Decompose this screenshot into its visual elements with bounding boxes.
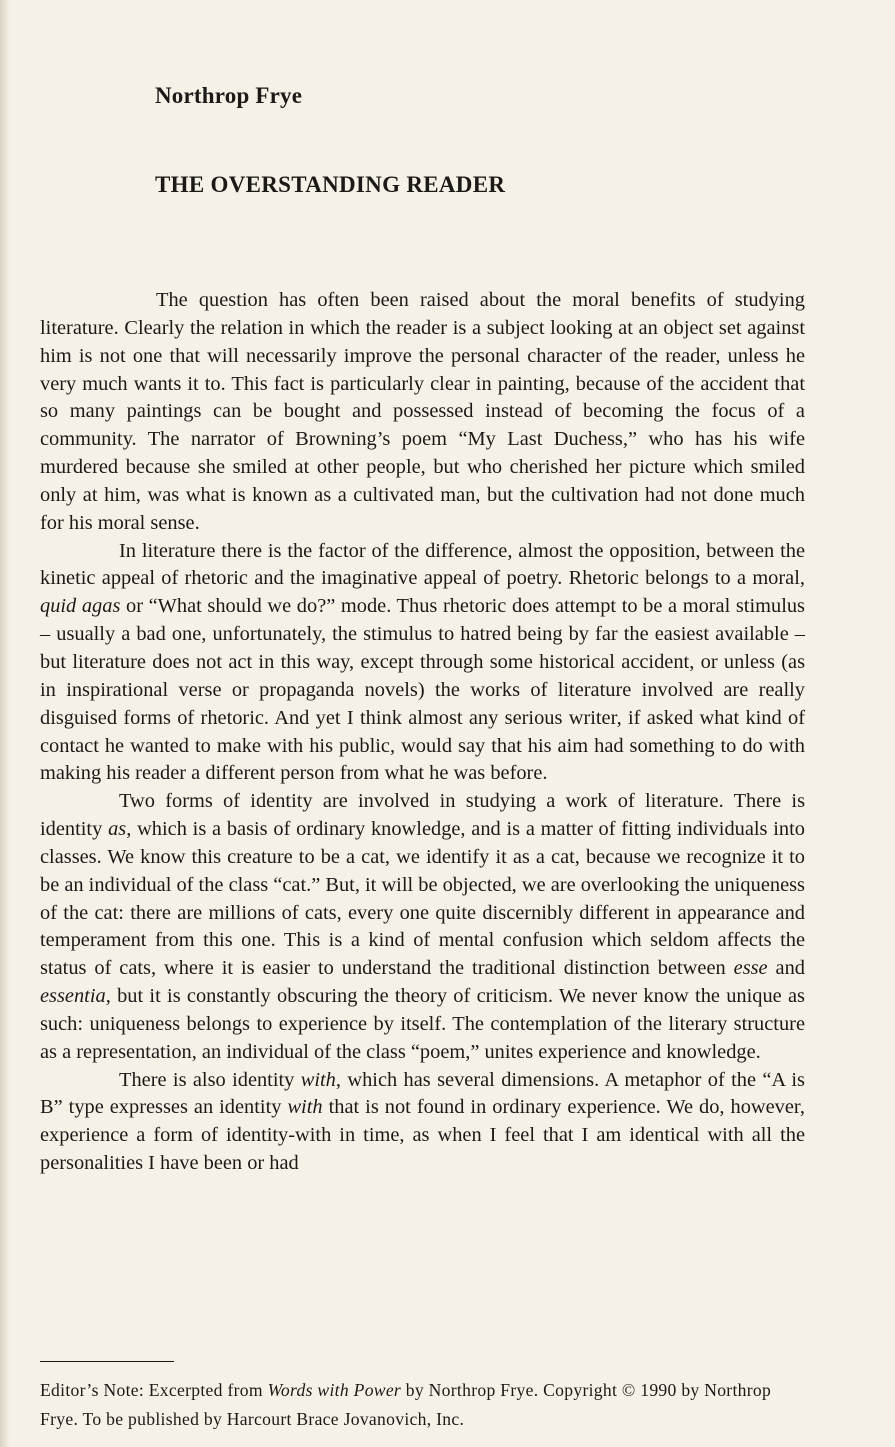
paragraph: [40, 788, 805, 1066]
editor-note: [40, 1376, 805, 1434]
text-run: by Northrop Frye. Copyright © 1990 by Northrop Frye. To be published by Harcourt Brace Jovanovich, Inc.: [40, 1380, 772, 1429]
italic-run: quid agas: [40, 595, 121, 618]
italic-run: as: [108, 818, 127, 841]
text-run: In literature there is the factor of the difference, almost the opposition, between the kinetic appeal of rhetoric and the imaginative appeal of poetry. Rhetoric belongs to a moral,: [40, 539, 805, 590]
italic-run: Words with Power: [267, 1380, 402, 1400]
italic-run: with: [300, 1068, 336, 1091]
paragraph: [40, 287, 805, 538]
footnote-rule: [40, 1361, 174, 1362]
text-run: , but it is constantly obscuring the theory of criticism. We never know the unique as such: uniqueness belongs to experience by itself. The contemplation of the literary structure as a representation, an individual of the class “poem,” unites experience and knowledge.: [40, 985, 805, 1063]
article-body: [40, 287, 805, 1178]
article-title: THE OVERSTANDING READER: [155, 172, 506, 197]
page-edge-shadow: [0, 0, 10, 1447]
text-run: Editor’s Note: Excerpted from: [40, 1380, 268, 1400]
text-run: Two forms of identity are involved in studying a work of literature. There is identity: [40, 790, 805, 841]
text-run: and: [767, 957, 805, 980]
italic-run: esse: [733, 957, 768, 980]
editor-note-text: [40, 1376, 805, 1434]
text-run: The question has often been raised about the moral benefits of studying literature. Clearly the relation in which the reader is a subject looking at an object set against him is not one that will necessarily improve the personal character of the reader, unless he very much wants it to. This fact is particularly clear in painting, because of the accident that so many paintings can be bought and possessed instead of becoming the focus of a community. The narrator of Browning’s poem “My Last Duchess,” who has his wife murdered because she smiled at other people, but who cherished her picture which smiled only at him, was what is known as a cultivated man, but the cultivation had not done much for his moral sense.: [40, 289, 805, 534]
italic-run: essentia: [40, 985, 106, 1008]
text-run: , which has several dimensions. A metaphor of the “A is B” type expresses an identity: [40, 1068, 805, 1119]
author-name: Northrop Frye: [155, 83, 303, 108]
text-run: There is also identity: [119, 1068, 301, 1091]
text-run: or “What should we do?” mode. Thus rhetoric does attempt to be a moral stimulus – usually a bad one, unfortunately, the stimulus to hatred being by far the easiest available – but literature does not act in this way, except through some historical accident, or unless (as in inspirational verse or propaganda novels) the works of literature involved are really disguised forms of rhetoric. And yet I think almost any serious writer, if asked what kind of contact he wanted to make with his public, would say that his aim had something to do with making his reader a different person from what he was before.: [40, 595, 805, 785]
paragraph: [40, 538, 805, 789]
text-run: , which is a basis of ordinary knowledge, and is a matter of fitting individuals into classes. We know this creature to be a cat, we identify it as a cat, because we recognize it to be an individual of the class “cat.” But, it will be objected, we are overlooking the uniqueness of the cat: there are millions of cats, every one quite discernibly different in appearance and temperament from this one. This is a kind of mental confusion which seldom affects the status of cats, where it is easier to understand the traditional distinction between: [40, 818, 805, 980]
text-run: that is not found in ordinary experience. We do, however, experience a form of identity-with in time, as when I feel that I am identical with all the personalities I have been or had: [40, 1096, 805, 1175]
paragraph: [40, 1067, 805, 1178]
italic-run: with: [287, 1096, 323, 1119]
